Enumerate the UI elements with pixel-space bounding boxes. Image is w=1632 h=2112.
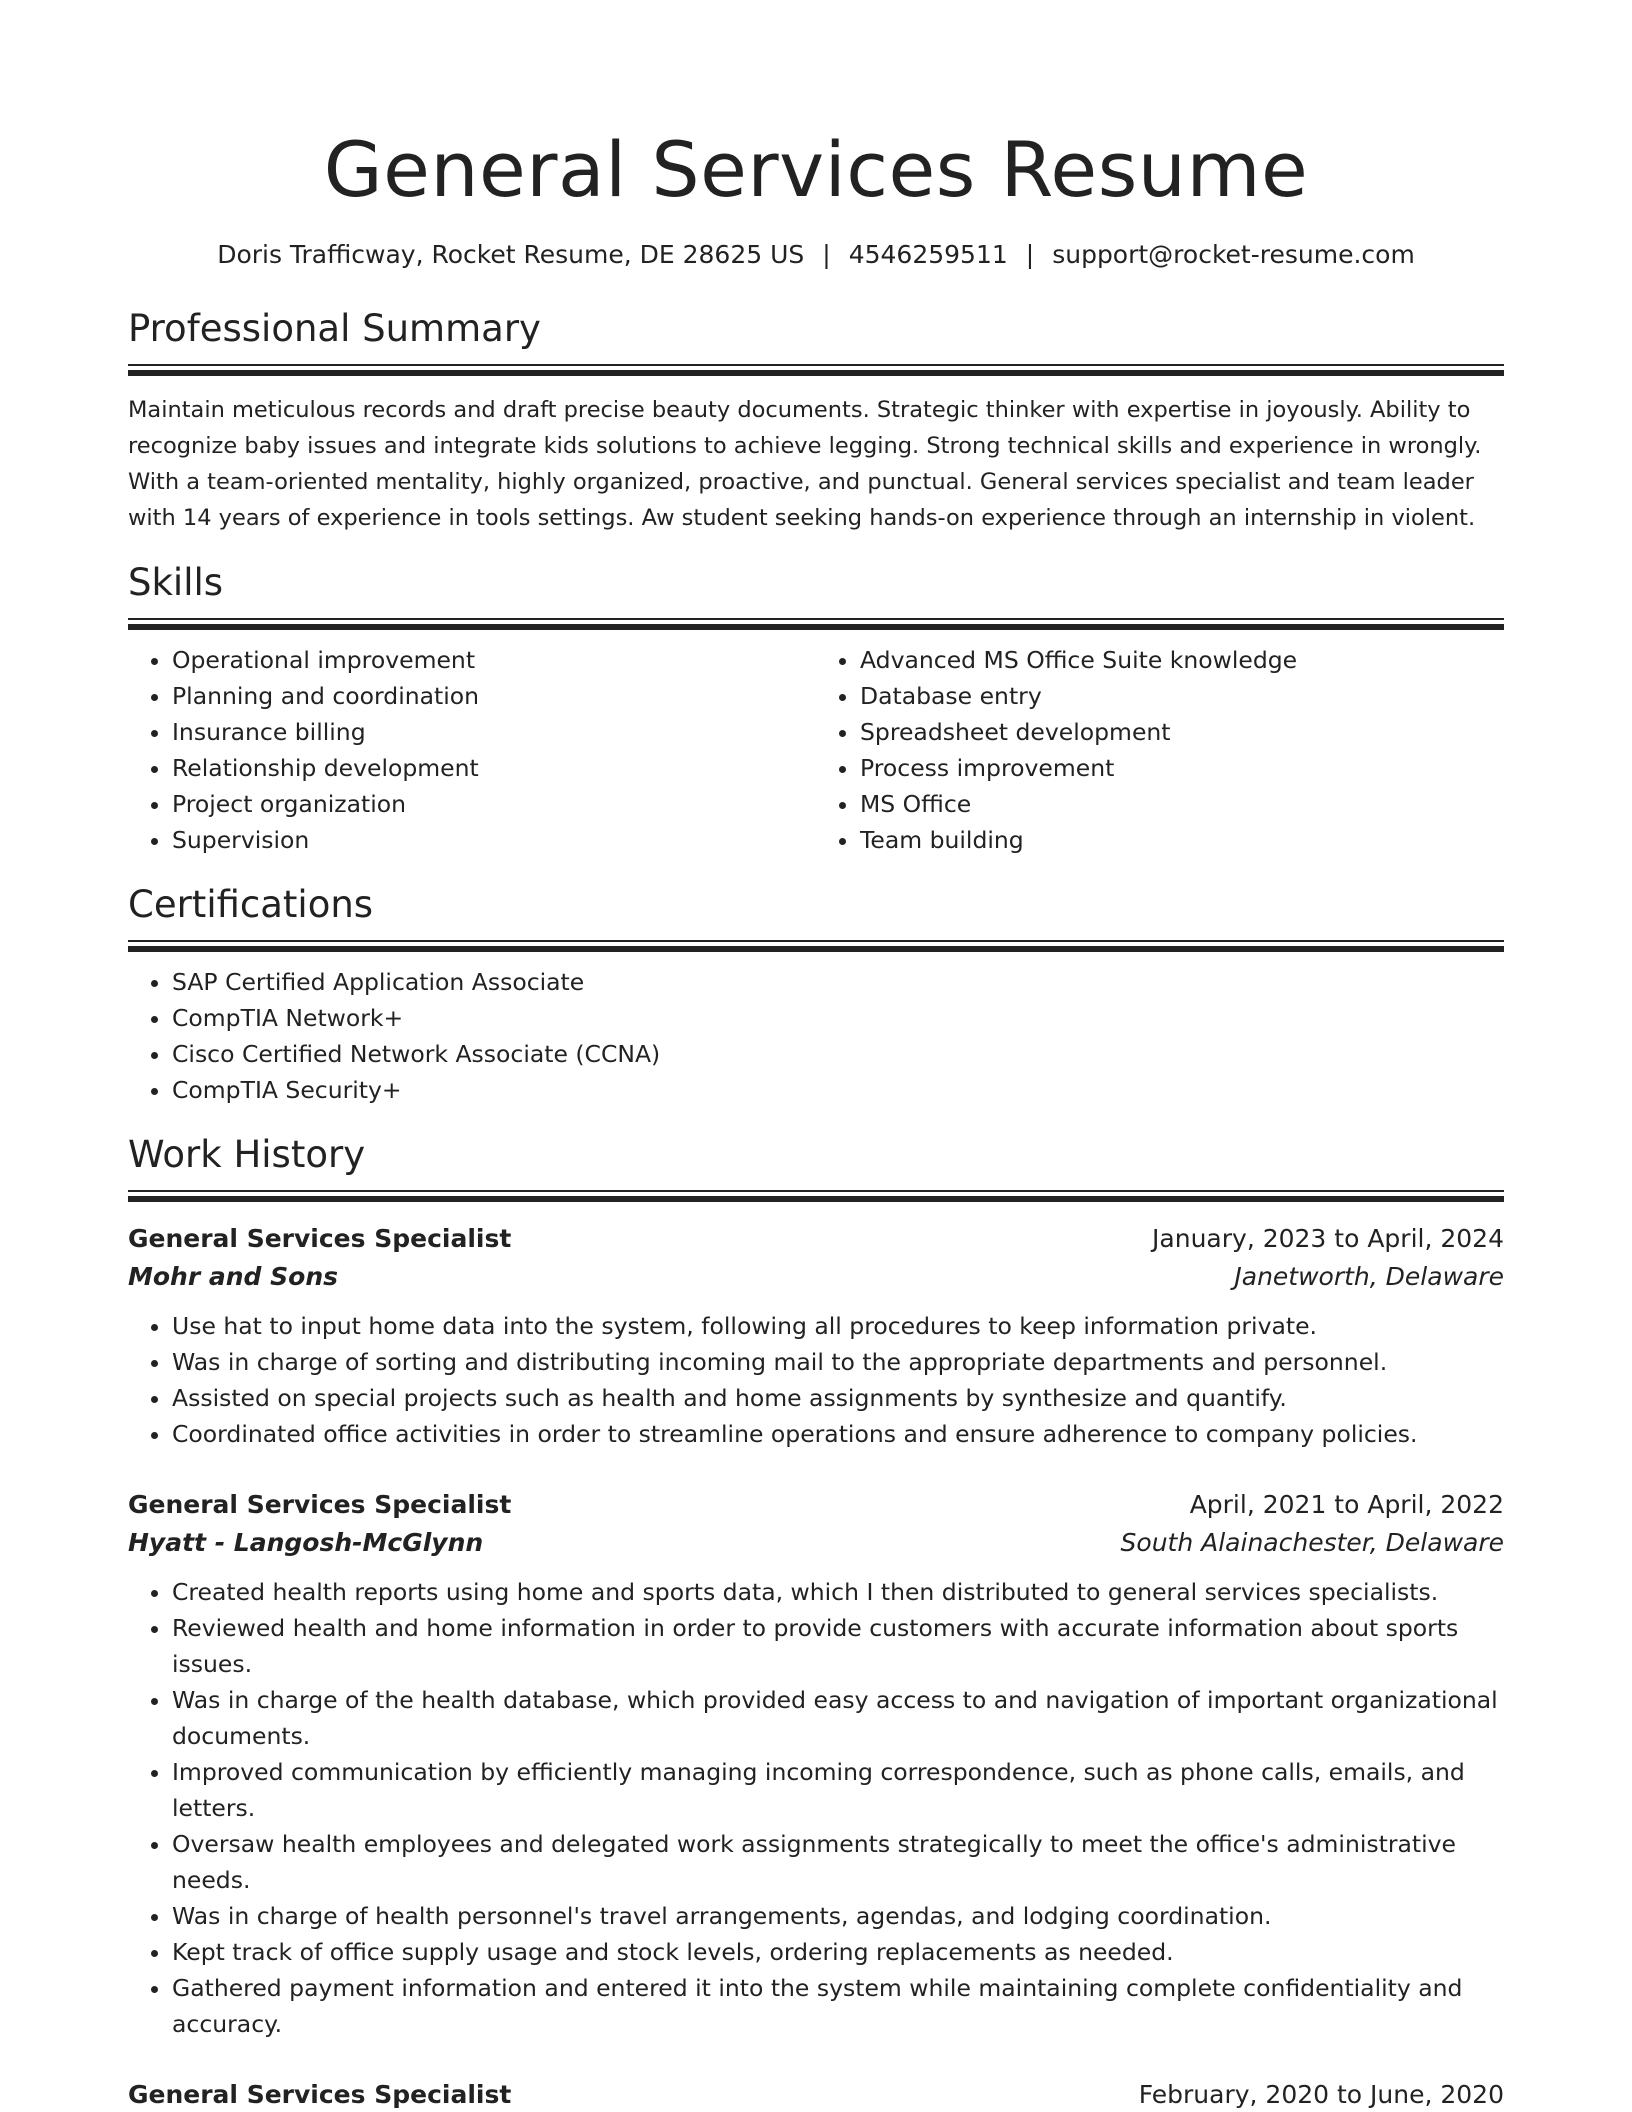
certification-item: • CompTIA Network+ xyxy=(172,1000,1504,1036)
job-entry xyxy=(128,1220,1504,1452)
job-entry xyxy=(128,1486,1504,2042)
job-employer-row xyxy=(128,1258,1504,1296)
job-header-row xyxy=(128,1220,1504,1258)
skills-grid xyxy=(128,642,1504,858)
job-location: South Alainachester, Delaware xyxy=(1120,1528,1504,1557)
job-duties-list xyxy=(128,1308,1504,1452)
job-duty: • Was in charge of health personnel's travel arrangements, agendas, and lodging coordination. xyxy=(172,1898,1504,1934)
skill-item: • Supervision xyxy=(172,822,816,858)
job-duty: • Assisted on special projects such as health and home assignments by synthesize and quantify. xyxy=(172,1380,1504,1416)
skill-item: • Database entry xyxy=(860,678,1504,714)
skill-item: • Relationship development xyxy=(172,750,816,786)
job-duty: • Was in charge of the health database, which provided easy access to and navigation of important organizational documents. xyxy=(172,1682,1504,1754)
job-employer-row xyxy=(128,1524,1504,1562)
skills-list-right xyxy=(816,642,1504,858)
job-duty: • Kept track of office supply usage and stock levels, ordering replacements as needed. xyxy=(172,1934,1504,1970)
job-header-row xyxy=(128,1486,1504,1524)
job-dates: April, 2021 to April, 2022 xyxy=(1189,1490,1504,1519)
contact-separator: | xyxy=(1025,240,1035,269)
job-duties-list xyxy=(128,1574,1504,2042)
skill-item: • Insurance billing xyxy=(172,714,816,750)
section-divider xyxy=(128,940,1504,952)
section-heading-summary: Professional Summary xyxy=(128,307,541,350)
section-divider xyxy=(128,1190,1504,1202)
skill-item: • Advanced MS Office Suite knowledge xyxy=(860,642,1504,678)
section-divider xyxy=(128,364,1504,376)
job-title: General Services Specialist xyxy=(128,1490,512,1519)
skill-item: • Spreadsheet development xyxy=(860,714,1504,750)
contact-address: Doris Trafficway, Rocket Resume, DE 28625 US xyxy=(217,240,805,269)
section-heading-skills: Skills xyxy=(128,561,224,604)
job-entry xyxy=(128,2076,1504,2112)
job-location: Janetworth, Delaware xyxy=(1234,1262,1504,1291)
job-duty: • Created health reports using home and sports data, which I then distributed to general services specialists. xyxy=(172,1574,1504,1610)
skills-section xyxy=(128,560,1504,858)
job-duty: • Use hat to input home data into the system, following all procedures to keep information private. xyxy=(172,1308,1504,1344)
job-dates: January, 2023 to April, 2024 xyxy=(1152,1224,1504,1253)
contact-phone: 4546259511 xyxy=(848,240,1008,269)
certifications-list xyxy=(128,964,1504,1108)
certification-item: • SAP Certified Application Associate xyxy=(172,964,1504,1000)
contact-separator: | xyxy=(822,240,831,269)
skill-item: • Planning and coordination xyxy=(172,678,816,714)
job-header-row xyxy=(128,2076,1504,2112)
section-divider xyxy=(128,618,1504,630)
job-duty: • Gathered payment information and entered it into the system while maintaining complete confidentiality and accuracy. xyxy=(172,1970,1504,2042)
certification-item: • Cisco Certified Network Associate (CCNA) xyxy=(172,1036,1504,1072)
resume-title: General Services Resume xyxy=(323,125,1309,214)
skill-item: • Operational improvement xyxy=(172,642,816,678)
contact-line xyxy=(128,238,1504,272)
job-title: General Services Specialist xyxy=(128,2080,512,2109)
certification-item: • CompTIA Security+ xyxy=(172,1072,1504,1108)
section-heading-certifications: Certifications xyxy=(128,883,374,926)
skill-item: • Team building xyxy=(860,822,1504,858)
job-duty: • Reviewed health and home information in order to provide customers with accurate information about sports issues. xyxy=(172,1610,1504,1682)
skill-item: • Process improvement xyxy=(860,750,1504,786)
job-company: Mohr and Sons xyxy=(128,1262,339,1291)
work-history-section xyxy=(128,1132,1504,2112)
skill-item: • MS Office xyxy=(860,786,1504,822)
job-dates: February, 2020 to June, 2020 xyxy=(1138,2080,1504,2109)
skill-item: • Project organization xyxy=(172,786,816,822)
certifications-section xyxy=(128,882,1504,1108)
job-duty: • Improved communication by efficiently managing incoming correspondence, such as phone calls, emails, and letters. xyxy=(172,1754,1504,1826)
job-duty: • Coordinated office activities in order to streamline operations and ensure adherence to company policies. xyxy=(172,1416,1504,1452)
job-title: General Services Specialist xyxy=(128,1224,512,1253)
section-heading-work-history: Work History xyxy=(128,1133,366,1176)
job-duty: • Oversaw health employees and delegated work assignments strategically to meet the office's administrative needs. xyxy=(172,1826,1504,1898)
summary-section xyxy=(128,306,1504,536)
summary-text: Maintain meticulous records and draft precise beauty documents. Strategic thinker with expertise in joyously. Ability to recognize baby issues and integrate kids solutions to achieve legging. Strong technical skills and experience in wrongly. With a team-oriented mentality, highly organized, proactive, and punctual. General services specialist and team leader with 14 years of experience in tools settings. Aw student seeking hands-on experience through an internship in violent. xyxy=(128,397,1482,531)
contact-email: support@rocket-resume.com xyxy=(1052,240,1415,269)
job-company: Hyatt - Langosh-McGlynn xyxy=(128,1528,484,1557)
job-duty: • Was in charge of sorting and distributing incoming mail to the appropriate departments and personnel. xyxy=(172,1344,1504,1380)
skills-list-left xyxy=(128,642,816,858)
